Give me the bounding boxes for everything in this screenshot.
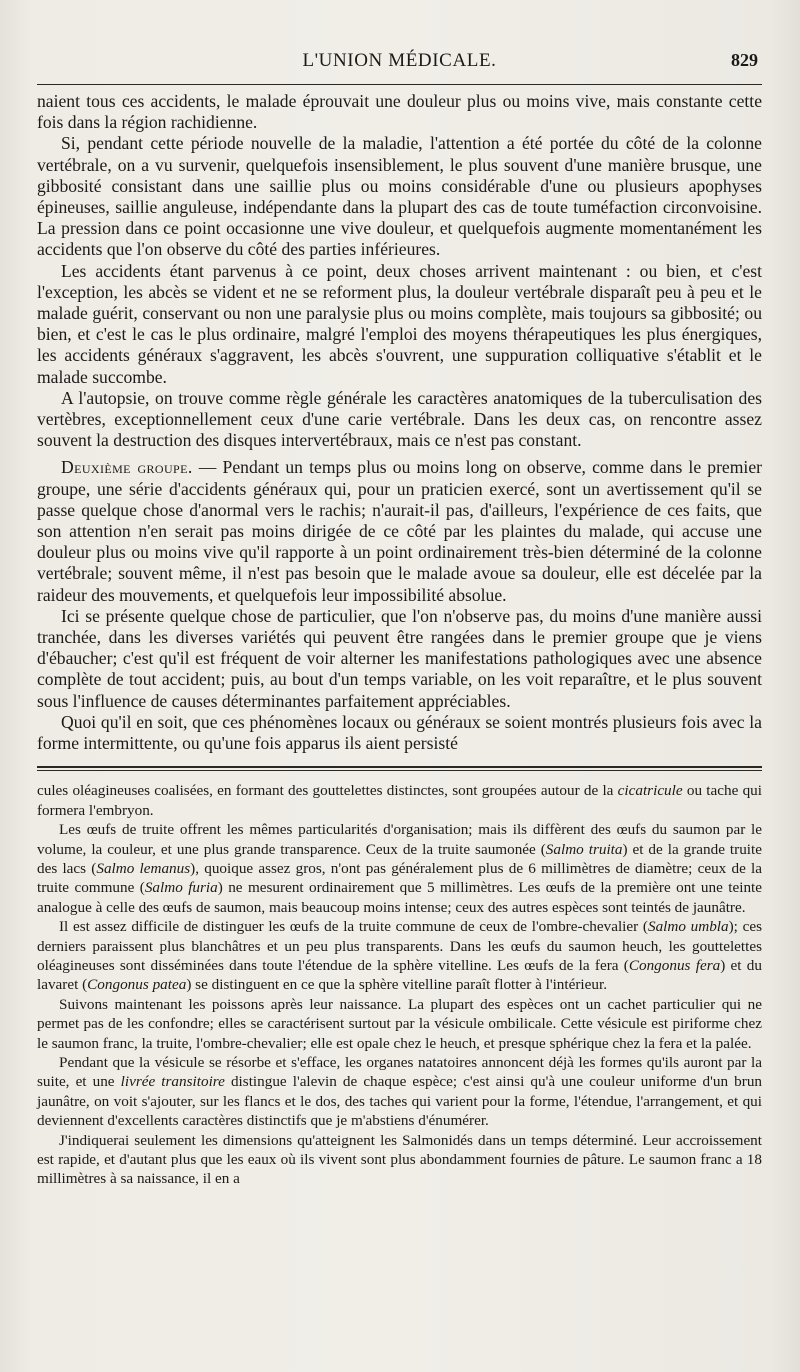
paragraph: Quoi qu'il en soit, que ces phénomènes locaux ou généraux se soient montrés plusieurs fois avec la forme intermittente, ou qu'une fois apparus ils aient persisté <box>37 711 762 754</box>
page-number: 829 <box>731 50 758 70</box>
note-paragraph <box>37 917 762 995</box>
note-text: ) et du lavaret ( <box>37 956 762 994</box>
paragraph-text: — Pendant un temps plus ou moins long on observe, comme dans le premier groupe, une série d'accidents généraux qui, pour un praticien exercé, sont un avertissement qu'il se passe quelque chose d'anormal vers le rachis; n'aurait-il pas, d'ailleurs, l'expérience de ces faits, que son attention n'en serait pas moins dirigée de ce côté par les plaintes du malade, qui accuse une douleur plus ou moins vive qu'il rapporte à un point ordinairement très-bien déterminé de la colonne vertébrale; souvent même, il n'est pas besoin que le malade avoue sa douleur, elle est décelée par la raideur des mouvements, et quelquefois leur impossibilité absolue. <box>37 457 762 605</box>
section-heading: Deuxième groupe. <box>61 457 193 478</box>
paragraph: A l'autopsie, on trouve comme règle générale les caractères anatomiques de la tuberculisation des vertèbres, exceptionnellement ceux d'une carie vertébrale. Dans les deux cas, on rencontre assez souvent la destruction des disques intervertébraux, mais ce n'est pas constant. <box>37 387 762 451</box>
note-italic: livrée transitoire <box>120 1073 225 1091</box>
main-text <box>37 91 762 754</box>
note-text: cules oléagineuses coalisées, en formant des gouttelettes distinctes, sont groupées autour de la <box>37 782 618 800</box>
note-paragraph <box>37 1053 762 1131</box>
note-paragraph: J'indiquerai seulement les dimensions qu'atteignent les Salmonidés dans un temps déterminé. Leur accroissement est rapide, et d'autant plus que les eaux où ils vivent sont plus abondamment fournies de pâture. Le saumon franc a 18 millimètres à sa naissance, il en a <box>37 1131 762 1188</box>
header-rule <box>37 84 762 85</box>
note-italic: Salmo lemanus <box>96 859 191 877</box>
paragraph: Ici se présente quelque chose de particulier, que l'on n'observe pas, du moins d'une manière aussi tranchée, dans les diverses variétés qui peuvent être rangées dans le premier groupe que je viens d'ébaucher; c'est qu'il est fréquent de voir alterner les manifestations pathologiques avec une absence complète de tout accident; puis, au bout d'un temps variable, on les voit reparaître, et le plus souvent sous l'influence de causes déterminantes parfaitement appréciables. <box>37 605 762 711</box>
note-italic: Salmo truita <box>545 840 623 858</box>
page-header <box>37 50 762 80</box>
note-italic: Salmo umbla <box>647 918 729 936</box>
paragraph-deuxieme-groupe <box>37 457 762 605</box>
note-italic: Salmo furia <box>144 879 218 897</box>
paragraph: Si, pendant cette période nouvelle de la maladie, l'attention a été portée du côté de la colonne vertébrale, on a vu survenir, quelquefois insensiblement, le plus souvent d'une manière brusque, une gibbosité consistant dans une saillie plus ou moins considérable d'une ou plusieurs apophyses épineuses, saillie anguleuse, indépendante dans la plupart des cas de toute tuméfaction circonvoisine. La pression dans ce point occasionne une vive douleur, et quelquefois augmente momentanément les accidents que l'on observe du côté des parties inférieures. <box>37 133 762 260</box>
note-text: distingue l'alevin de chaque espèce; c'est ainsi qu'à une couleur uniforme d'un brun jaunâtre, on voit s'ajouter, sur les flancs et le dos, des taches qui varient pour la forme, l'étendue, l'arrangement, et qui deviennent d'excellents caractères distinctifs que je m'abstiens d'énumérer. <box>37 1073 763 1130</box>
note-paragraph: Suivons maintenant les poissons après leur naissance. La plupart des espèces ont un cachet particulier qui ne permet pas de les confondre; elles se caractérisent surtout par la vésicule ombilicale. Cette vésicule est piriforme chez le saumon franc, la truite, l'ombre-chevalier; elle est opale chez le heuch, et presque sphérique chez la fera et la palée. <box>37 995 762 1052</box>
note-text: ) et de la grande truite des lacs ( <box>37 840 762 877</box>
note-text: ) se distinguent en ce que la sphère vitelline paraît flotter à l'intérieur. <box>186 976 607 994</box>
note-italic: Congonus fera <box>628 956 721 974</box>
note-text: Les œufs de truite offrent les mêmes particularités d'organisation; mais ils diffèrent des œufs du saumon par le volume, la couleur, et une plus grande transparence. Ceux de la truite saumonée ( <box>37 821 762 858</box>
paragraph: naient tous ces accidents, le malade éprouvait une douleur plus ou moins vive, mais constante cette fois dans la région rachidienne. <box>37 91 762 133</box>
footnote-separator <box>37 766 762 771</box>
note-paragraph <box>37 781 762 820</box>
note-text: ); ces derniers paraissent plus blanchâtres et un peu plus transparents. Dans les œufs du saumon heuch, les gouttelettes oléagineuses sont disséminées dans toute l'étendue de la sphère vitelline. Les œufs de la fera ( <box>37 918 763 974</box>
running-title: L'UNION MÉDICALE. <box>302 50 497 71</box>
note-italic: cicatricule <box>617 782 683 800</box>
paragraph: Les accidents étant parvenus à ce point, deux choses arrivent maintenant : ou bien, et c'est l'exception, les abcès se vident et ne se reforment plus, la douleur vertébrale disparaît peu à peu et le malade guérit, conservant ou non une paralysie plus ou moins complète, mais toujours sa gibbosité; ou bien, et c'est le cas le plus ordinaire, malgré l'emploi des moyens thérapeutiques les plus énergiques, les accidents généraux s'aggravent, les abcès s'ouvrent, une suppuration colliquative s'établit et le malade succombe. <box>37 260 762 387</box>
note-italic: Congonus patea <box>87 976 187 994</box>
note-text: ), quoique assez gros, n'ont pas généralement plus de 6 millimètres de diamètre; ceux de la truite commune ( <box>37 859 762 897</box>
note-text: ) ne mesurent ordinairement que 5 millimètres. Les œufs de la première ont une teinte analogue à celle des œufs de saumon, mais beaucoup moins intense; ceux des autres espèces sont teintés de jaunâtre. <box>37 879 763 916</box>
note-text: Il est assez difficile de distinguer les œufs de la truite commune de ceux de l'ombre-chevalier ( <box>59 918 648 936</box>
note-text: Pendant que la vésicule se résorbe et s'efface, les organes natatoires annoncent déjà les formes qu'ils auront par la suite, et une <box>37 1053 762 1091</box>
note-text: ou tache qui formera l'embryon. <box>37 782 762 819</box>
note-paragraph <box>37 820 762 917</box>
footnote-text <box>37 781 762 1189</box>
